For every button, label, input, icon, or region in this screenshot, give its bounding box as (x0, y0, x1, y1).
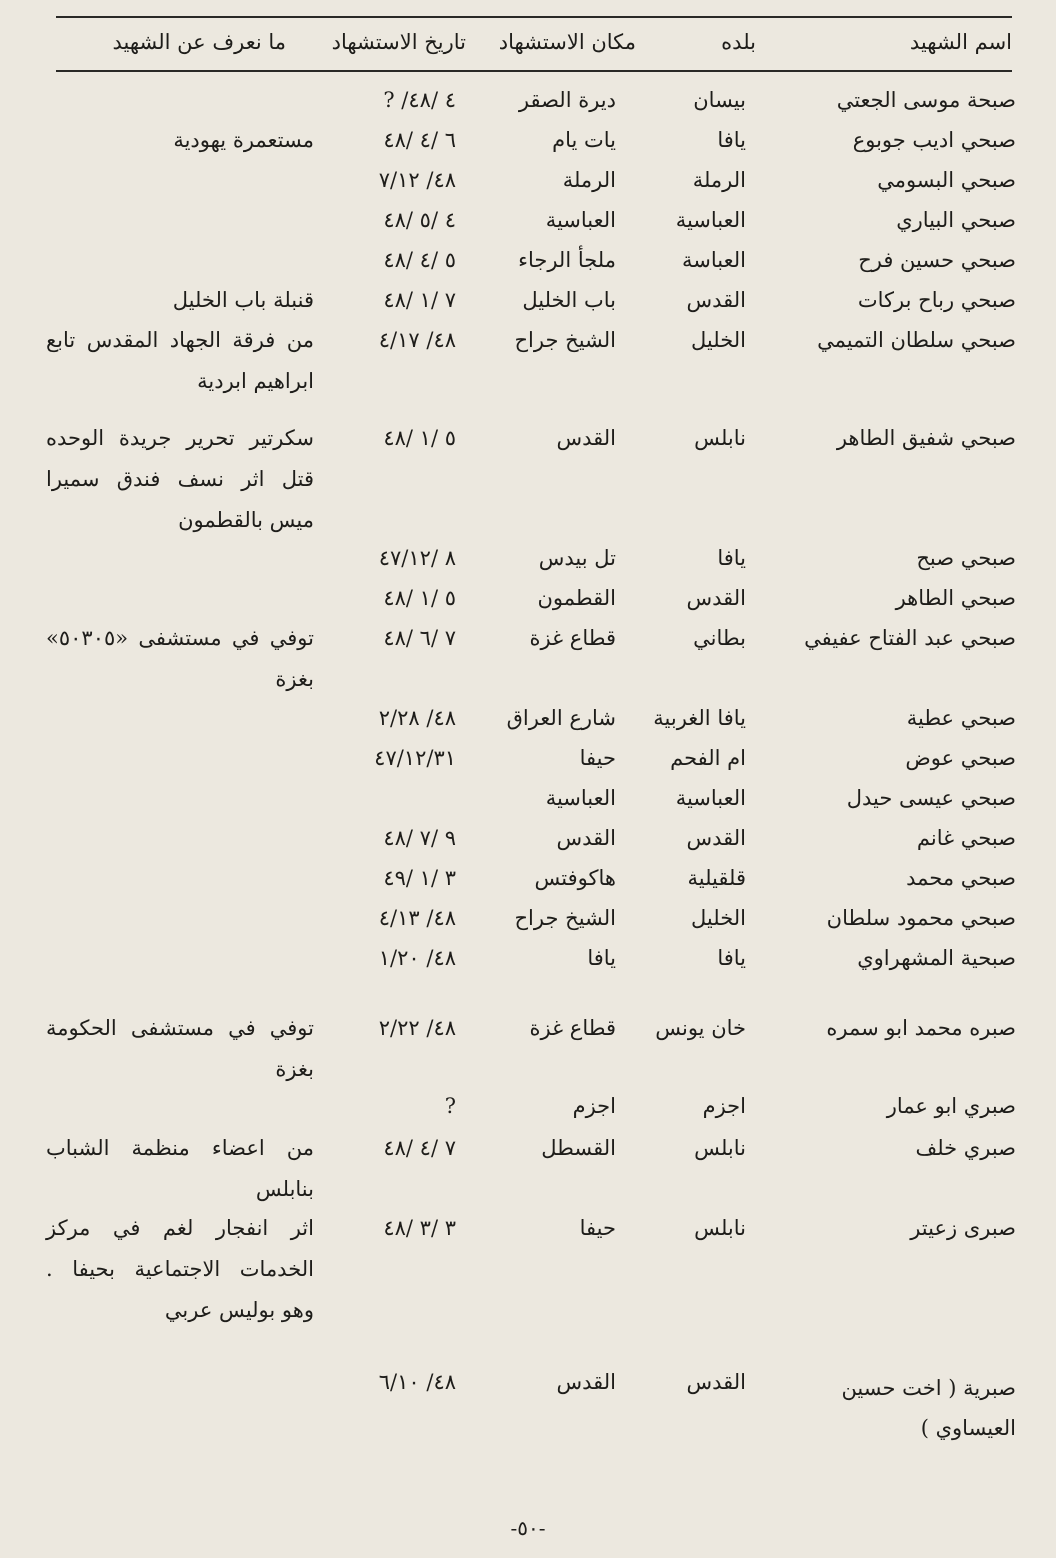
row-place: قطاع غزة (529, 626, 616, 650)
row-place: الشيخ جراح (514, 328, 616, 352)
row-date: ٧ /١ /٤٨ (383, 288, 456, 312)
row-town: نابلس (694, 1136, 746, 1160)
row-town: الخليل (691, 328, 746, 352)
row-date: ٤٨/ ٢/٢٨ (378, 706, 456, 730)
row-town: العباسية (675, 786, 746, 810)
row-name: صبحي البياري (896, 208, 1016, 232)
row-date: ٧ /٦ /٤٨ (383, 626, 456, 650)
row-notes: سكرتير تحرير جريدة الوحده قتل اثر نسف فندق سميرا ميس بالقطمون (46, 426, 314, 532)
row-name: صبحي البسومي (877, 168, 1016, 192)
row-place: هاكوفتس (534, 866, 616, 890)
row-name: صبحي عبد الفتاح عفيفي (804, 626, 1016, 650)
row-place: قطاع غزة (529, 1016, 616, 1040)
row-place: حيفا (579, 746, 616, 770)
row-date: ٤٧/١٢/٣١ (374, 746, 456, 770)
row-place: اجزم (572, 1094, 616, 1118)
row-town: القدس (686, 288, 746, 312)
row-date: ٤ /٥ /٤٨ (383, 208, 456, 232)
row-place: الشيخ جراح (514, 906, 616, 930)
row-date: ٩ /٧ /٤٨ (383, 826, 456, 850)
row-name: صبرية ( اخت حسين العيساوي ) (841, 1376, 1016, 1440)
row-name: صبحي محمود سلطان (826, 906, 1016, 930)
header-date: تاريخ الاستشهاد (331, 30, 466, 54)
row-place: يافا (587, 946, 616, 970)
row-town: بطاني (693, 626, 746, 650)
header-place: مكان الاستشهاد (498, 30, 636, 54)
row-name: صبرى زعيتر (910, 1216, 1016, 1240)
row-name: صبحي حسين فرح (858, 248, 1016, 272)
row-town: خان يونس (655, 1016, 746, 1040)
header-name: اسم الشهيد (909, 30, 1012, 54)
row-town: العباسة (682, 248, 746, 272)
page-number: -٥٠- (510, 1516, 546, 1540)
row-name: صبحي سلطان التميمي (817, 328, 1016, 352)
row-place: العباسية (545, 786, 616, 810)
row-date: ٥ /٤ /٤٨ (383, 248, 456, 272)
row-town: الرملة (692, 168, 746, 192)
row-town: اجزم (702, 1094, 746, 1118)
header-rule (56, 70, 1012, 72)
row-name: صبري ابو عمار (886, 1094, 1016, 1118)
row-place: الرملة (562, 168, 616, 192)
row-date: ٣ /١ /٤٩ (383, 866, 456, 890)
row-date: ٧ /٤ /٤٨ (383, 1136, 456, 1160)
row-town: القدس (686, 826, 746, 850)
row-town: نابلس (694, 426, 746, 450)
row-date: ? /٤ /٤٨ (383, 88, 456, 112)
row-name: صبحي شفيق الطاهر (836, 426, 1016, 450)
row-date: ٨ /٤٧/١٢ (378, 546, 456, 570)
row-date: ٥ /١ /٤٨ (383, 426, 456, 450)
row-name: صبره محمد ابو سمره (826, 1016, 1016, 1040)
row-name: صبحي رباح بركات (857, 288, 1016, 312)
row-town: يافا (717, 128, 746, 152)
row-name: صبحي محمد (906, 866, 1016, 890)
row-date: ٤٨/ ٢/٢٢ (378, 1016, 456, 1040)
row-town: يافا (717, 946, 746, 970)
row-town: يافا (717, 546, 746, 570)
row-place: القدس (556, 826, 616, 850)
row-date: ٥ /١ /٤٨ (383, 586, 456, 610)
row-date: ٣ /٣ /٤٨ (383, 1216, 456, 1240)
row-place: حيفا (579, 1216, 616, 1240)
row-place: باب الخليل (522, 288, 616, 312)
row-notes: اثر انفجار لغم في مركز الخدمات الاجتماعية بحيفا . وهو بوليس عربي (46, 1216, 314, 1322)
row-town: يافا الغربية (653, 706, 746, 730)
row-date: ٤٨/ ٤/١٧ (378, 328, 456, 352)
row-town: القدس (686, 586, 746, 610)
row-notes: توفي في مستشفى «٥٠٣٠٥» بغزة (46, 626, 314, 691)
row-place: ملجأ الرجاء (518, 248, 616, 272)
row-date: ? (444, 1094, 456, 1118)
row-place: القسطل (541, 1136, 616, 1160)
row-name: صبحي الطاهر (895, 586, 1016, 610)
row-town: ام الفحم (670, 746, 746, 770)
row-place: تل بيدس (538, 546, 616, 570)
row-town: القدس (686, 1370, 746, 1394)
row-town: قلقيلية (687, 866, 746, 890)
top-rule (56, 16, 1012, 18)
row-notes: من اعضاء منظمة الشباب بنابلس (46, 1136, 314, 1201)
row-notes: قنبلة باب الخليل (172, 288, 314, 312)
row-name: صبحي اديب جوبوع (852, 128, 1016, 152)
row-place: القطمون (537, 586, 616, 610)
row-place: يات يام (552, 128, 616, 152)
row-date: ٤٨/ ٤/١٣ (378, 906, 456, 930)
row-name: صبري خلف (915, 1136, 1016, 1160)
row-date: ٦ /٤ /٤٨ (383, 128, 456, 152)
row-place: العباسية (545, 208, 616, 232)
row-town: بيسان (693, 88, 746, 112)
row-town: الخليل (691, 906, 746, 930)
row-notes: من فرقة الجهاد المقدس تابع ابراهيم ابردية (46, 328, 314, 393)
row-date: ٤٨/ ١/٢٠ (378, 946, 456, 970)
row-place: القدس (556, 426, 616, 450)
row-notes: توفي في مستشفى الحكومة بغزة (46, 1016, 314, 1081)
row-place: ديرة الصقر (518, 88, 616, 112)
row-name: صبحي عيسى حيدل (846, 786, 1016, 810)
row-town: العباسية (675, 208, 746, 232)
row-name: صبحية المشهراوي (857, 946, 1016, 970)
row-notes: مستعمرة يهودية (173, 128, 314, 152)
header-town: بلده (721, 30, 756, 54)
row-place: شارع العراق (506, 706, 616, 730)
row-name: صبحي عطية (906, 706, 1016, 730)
row-name: صبحي غانم (916, 826, 1016, 850)
row-name: صبحي عوض (905, 746, 1016, 770)
row-name: صبحي صبح (916, 546, 1016, 570)
row-name: صبحة موسى الجعتي (836, 88, 1016, 112)
row-date: ٤٨/ ٧/١٢ (378, 168, 456, 192)
row-town: نابلس (694, 1216, 746, 1240)
row-date: ٤٨/ ٦/١٠ (378, 1370, 456, 1394)
header-notes: ما نعرف عن الشهيد (112, 30, 286, 54)
row-place: القدس (556, 1370, 616, 1394)
